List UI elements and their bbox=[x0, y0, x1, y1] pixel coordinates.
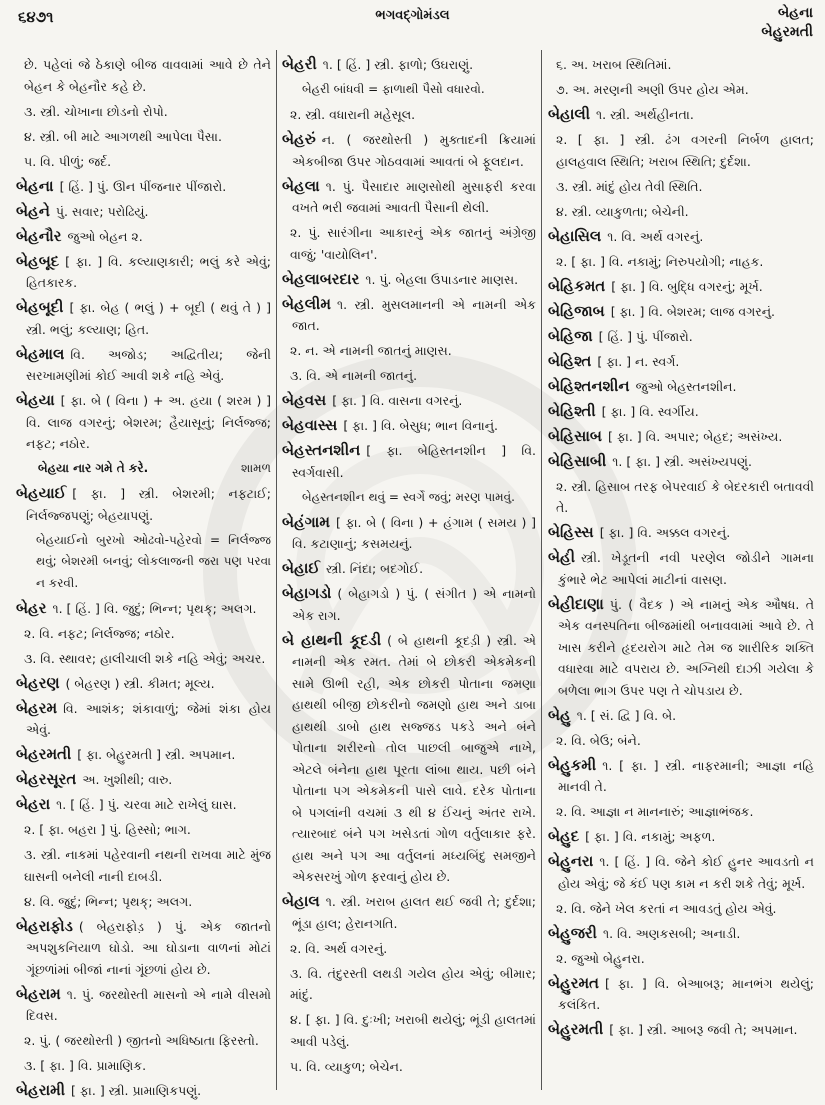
definition: ૧. સ્ત્રી. ખરાબ હાલત થઈ જવી તે; દુર્દશા; ભૂંડા હાલ; હેરાનગતિ. bbox=[292, 894, 536, 931]
entry bbox=[282, 390, 536, 412]
entry bbox=[16, 297, 271, 340]
column-divider bbox=[276, 50, 277, 1090]
entry bbox=[16, 176, 271, 198]
sense: ૨. જુઓ બેહુનરા. bbox=[556, 950, 645, 966]
entry bbox=[16, 984, 271, 1027]
definition: ૧. પું. પૈસાદાર માણસોથી મુસાફરી કરવા વખતે ભરી જવામાં આવતી પૈસાની થેલી. bbox=[292, 178, 536, 215]
entry bbox=[282, 176, 536, 219]
definition: [ ફા. ] વિ. નકામું; અફળ. bbox=[585, 829, 716, 844]
definition: ૧. [ હિં. ] પું. ચરવા માટે રાખેલું ઘાસ. bbox=[56, 797, 237, 812]
definition: [ ફા. ] સ્ત્રી. આબરૂ જવી તે; અપમાન. bbox=[609, 1022, 798, 1037]
entry bbox=[548, 351, 814, 373]
guide-words bbox=[761, 4, 813, 42]
sense: ૨. પું. ( જરથોસ્તી ) જીતનો અધિષ્ઠાતા ફિરસ્તો. bbox=[24, 1033, 259, 1048]
usage-example: બેહરી બાંધવી = ફાળાથી પૈસો વધારવો. bbox=[302, 82, 485, 96]
definition: ૧. [ હિં. ] સ્ત્રી. ફાળો; ઉઘરાણું. bbox=[322, 57, 474, 72]
sense: ૩. સ્ત્રી. નાકમાં પહેરવાની નથની રાખવા માટે મુંજ ઘાસની બનેલી નાની દાબડી. bbox=[24, 847, 271, 884]
entry bbox=[282, 891, 536, 934]
headword: બેહી bbox=[548, 548, 576, 566]
entry bbox=[16, 916, 271, 981]
entry bbox=[548, 376, 814, 398]
entry bbox=[282, 415, 536, 437]
quotation bbox=[16, 458, 271, 480]
definition: [ ફા. ] ન. સ્વર્ગ. bbox=[597, 353, 680, 369]
entry bbox=[16, 390, 271, 455]
entry bbox=[282, 512, 536, 555]
definition: [ ફા. ] વિ. અપાર; બેહદ; અસંખ્ય. bbox=[607, 428, 783, 444]
headword: બે હાથની કૂદડી bbox=[282, 630, 382, 649]
headword: બેહરી bbox=[282, 55, 317, 73]
definition: [ ફા. ] સ્ત્રી. બેશરમી; નફટાઈ; નિર્લજ્જપણું; બેહયાપણું. bbox=[26, 486, 271, 523]
entry bbox=[548, 851, 814, 894]
sense: ૨. [ ફા. ] સ્ત્રી. ઢંગ વગરની નિર્બળ હાલત; હાલહવાલ સ્થિતિ; ખરાબ સ્થિતિ; દુર્દશા. bbox=[556, 132, 814, 169]
definition: ૧. [ ફા. ] સ્ત્રી. નાફરમાની; આજ્ઞા નહિ માનવી તે. bbox=[558, 757, 814, 794]
definition: [ ફા. બેહિસ્તનશીન ] વિ. સ્વર્ગવાસી. bbox=[292, 443, 536, 480]
quote-attribution: શામળ bbox=[240, 461, 271, 475]
definition: [ ફા. બે ( વિના ) + હંગામ ( સમય ) ] વિ. કટાણાનું; કસમયનું. bbox=[292, 514, 536, 551]
headword: બેહરમ bbox=[16, 698, 58, 717]
sense: ૨. સ્ત્રી. વધારાની મહેસૂલ. bbox=[290, 107, 416, 122]
headword: બેહયાઈ bbox=[16, 484, 67, 502]
headword: બેહયા bbox=[16, 391, 55, 409]
sense: ૨. સ્ત્રી. હિસાબ તરફ બેપરવાઈ કે બેદરકારી બતાવવી તે. bbox=[556, 478, 814, 515]
guide-word-first: બેહના bbox=[777, 5, 813, 21]
sense: ૬. અ. ખરાબ સ્થિતિમાં. bbox=[556, 57, 672, 72]
headword: બેહના bbox=[16, 176, 54, 195]
definition: ૧. [ ફા. ] સ્ત્રી. અસંખ્યપણું. bbox=[612, 453, 752, 469]
definition: [ ફા. ] સ્ત્રી. પ્રામાણિકપણું. bbox=[71, 1083, 202, 1098]
entry bbox=[282, 294, 536, 337]
definition: ( બેહરણ ) સ્ત્રી. કીમત; મૂલ્ય. bbox=[65, 675, 215, 691]
sense: ૨. પું. સારંગીના આકારનું એક જાતનું અંગ્રેજી વાજું; 'વાયોલિન'. bbox=[290, 225, 536, 262]
headword: બેહિશ્તનશીન bbox=[548, 376, 630, 395]
definition: ૧. [ હિં. ] વિ. જેને કોઈ હુનર આવડતો ન હોય એવું; જે કંઈ પણ કામ ન કરી શકે તેવું; મૂર્ખ. bbox=[558, 854, 814, 891]
entry bbox=[16, 598, 271, 620]
entry bbox=[16, 1080, 271, 1102]
definition: ( બે હાથની કૂદડ઼ી ) સ્ત્રી. એ નામની એક રમત. તેમાં બે છોકરી એકમેકની સામે ઊભી રહી, એક છોકરી પોતાના જમણા હાથથી બીજી છોકરીનો જમણો હાથ અને ડાબા હાથથી ડાબો હાથ સજ્જડ પકડે અને બંને પોતાના શરીરનો તોલ પાછલી બાજુએ નાખે, એટલે બંનેના હાથ પૂરતા લાંબા થાય. પછી બંને પોતાના પગ એકમેકની પાસે લાવે. દરેક પોતાના બે પગલાંની વચમાં ૩ થી ૪ ઈંચનું અંતર રાખે. ત્યારબાદ બંને પગ ખસેડતાં ગોળ વર્તુલાકાર ફરે. હાથ અને પગ આ વર્તુલનાં મધ્યબિંદુ સમજીને એકસરખું ગોળ ફરવાનું હોય છે. bbox=[292, 632, 536, 884]
page-number: ૬૪૭૧ bbox=[18, 8, 54, 26]
sense: ૩. સ્ત્રી. માંદું હોય તેવી સ્થિતિ. bbox=[556, 178, 703, 194]
entry bbox=[548, 426, 814, 448]
headword: બેહને bbox=[16, 201, 50, 220]
usage-example: બેહયાઈનો બુરખો ઓઢવો-પહેરવો = નિર્લજ્જ થવું; બેશરમી બનવું; લોકલાજની જરા પણ પરવા ન કરવી. bbox=[36, 532, 271, 590]
headword: બેહલીમ bbox=[282, 294, 331, 313]
definition: [ ફા. બેહુરમતી ] સ્ત્રી. અપમાન. bbox=[77, 747, 236, 762]
definition: ૧. સ્ત્રી. અર્થહીનતા. bbox=[596, 107, 694, 122]
entry bbox=[548, 1019, 814, 1041]
entry bbox=[548, 301, 814, 323]
entry bbox=[282, 440, 536, 483]
headword: બેહાલી bbox=[548, 105, 591, 123]
headword: બેહુરમતી bbox=[548, 1020, 604, 1038]
continuation-text: છે. પહેલાં જે ઠેકાણે બીજ વાવવામાં આવે છે તેને બેહન કે બેહનૌર કહે છે. bbox=[24, 57, 271, 94]
headword: બેહરામ bbox=[16, 984, 61, 1003]
entry bbox=[16, 673, 271, 695]
sense: ૨. [ ફા. ] વિ. નકામું; નિરુપયોગી; નાહક. bbox=[556, 253, 764, 269]
running-title: ભગવદ્ગોમંડલ bbox=[375, 8, 450, 23]
definition: ( બેહાગડો ) પું. ( સંગીત ) એ નામનો એક રાગ. bbox=[292, 586, 536, 623]
headword: બેહિશ્ત bbox=[548, 351, 592, 370]
headword: બેહાસિલ bbox=[548, 226, 602, 245]
headword: બેહરામી bbox=[16, 1081, 66, 1099]
definition: ૧. પું. બેહલા ઉપાડનાર માણસ. bbox=[365, 271, 519, 287]
entry bbox=[548, 973, 814, 1016]
sense: ૭. અ. મરણની અણી ઉપર હોય એમ. bbox=[556, 82, 749, 97]
headword: બેહિકમત bbox=[548, 276, 606, 295]
entry bbox=[16, 251, 271, 294]
entry bbox=[548, 594, 814, 702]
sense: ૫. વિ. પીળું; જર્દ. bbox=[24, 153, 112, 169]
definition: વિ. આશંક; શંકાવાળું; જેમાં શંકા હોય એવું. bbox=[26, 700, 271, 737]
entry bbox=[16, 483, 271, 526]
headword: બેહવસ bbox=[282, 391, 327, 409]
definition: [ ફા. ] વિ. અક્કલ વગરનું. bbox=[599, 525, 731, 540]
headword: બેહુજરી bbox=[548, 923, 597, 942]
definition: [ ફા. ] વિ. બેશરમ; લાજ વગરનું. bbox=[610, 303, 776, 319]
headword: બેહરાફોડ bbox=[16, 916, 73, 935]
entry bbox=[16, 201, 271, 223]
headword: બેહુ bbox=[548, 705, 571, 724]
definition: ૧. પું. જરથોસ્તી માસનો એ નામે વીસમો દિવસ. bbox=[26, 986, 271, 1023]
definition: ૧. સ્ત્રી. મુસલમાનની એ નામની એક જાત. bbox=[292, 296, 536, 333]
headword: બેહલાબરદાર bbox=[282, 269, 360, 288]
headword: બેહરું bbox=[282, 130, 316, 148]
entry bbox=[282, 269, 536, 291]
entry bbox=[16, 744, 271, 766]
headword: બેહલા bbox=[282, 176, 320, 195]
sense: ૩. વિ. તંદુરસ્તી લથડી ગયેલ હોય એવું; બીમાર; માંદું. bbox=[290, 965, 536, 1002]
headword: બેહર bbox=[16, 598, 47, 617]
headword: બેહબૂદ bbox=[16, 251, 60, 270]
headword: બેહબૂદી bbox=[16, 298, 64, 316]
page-header bbox=[0, 0, 825, 50]
sense: ૨. ન. એ નામની જાતનું માણસ. bbox=[290, 343, 452, 358]
entry bbox=[16, 344, 271, 387]
entry bbox=[548, 755, 814, 798]
entry bbox=[548, 226, 814, 248]
column-1 bbox=[16, 54, 271, 1105]
entry bbox=[16, 794, 271, 816]
headword: બેહવાસ્સ bbox=[282, 416, 338, 434]
headword: બેહુનરા bbox=[548, 852, 594, 870]
entry bbox=[548, 276, 814, 298]
definition: [ ફા. ] વિ. બેઆબરૂ; માનભંગ થયેલું; કલંકિત. bbox=[558, 975, 814, 1012]
definition: પું. સવાર; પરોઢિયું. bbox=[55, 203, 149, 219]
entry bbox=[16, 769, 271, 791]
headword: બેહરણ bbox=[16, 673, 60, 692]
headword: બેહંગામ bbox=[282, 512, 330, 531]
definition: અ. ખુશીથી; વારુ. bbox=[82, 772, 173, 787]
headword: બેહુરમત bbox=[548, 973, 600, 992]
sense: ૪. સ્ત્રી. વ્યાકુળતા; બેચેની. bbox=[556, 203, 689, 219]
headword: બેહરસૂરત bbox=[16, 770, 77, 788]
definition: [ ફા. ] વિ. વાસના વગરનું. bbox=[332, 393, 463, 408]
headword: બેહમાલ bbox=[16, 344, 65, 363]
headword: બેહિશ્તી bbox=[548, 401, 596, 420]
sense: ૫. વિ. વ્યાકુળ; બેચેન. bbox=[290, 1058, 403, 1074]
headword: બેહસ્તનશીન bbox=[282, 441, 361, 459]
headword: બેહરમતી bbox=[16, 745, 72, 763]
definition: [ ફા. ] વિ. સ્વર્ગીય. bbox=[601, 403, 699, 419]
headword: બેહાલ bbox=[282, 892, 320, 910]
entry bbox=[548, 705, 814, 727]
sense: ૩. સ્ત્રી. ચોખાના છોડનો રોપો. bbox=[24, 103, 168, 119]
sense: ૪. સ્ત્રી. બી માટે આગળથી આપેલા પૈસા. bbox=[24, 128, 222, 144]
entry bbox=[282, 129, 536, 172]
entry bbox=[548, 326, 814, 348]
entry bbox=[282, 583, 536, 626]
definition: ૧. [ સં. દ્વિ ] વિ. બે. bbox=[576, 707, 677, 723]
headword: બેહિજાબ bbox=[548, 301, 605, 320]
entry bbox=[16, 698, 271, 741]
entry bbox=[282, 630, 536, 888]
column-divider bbox=[541, 50, 542, 1090]
entry bbox=[548, 451, 814, 473]
headword: બેહાઈ bbox=[282, 559, 320, 577]
definition: ( બેહરાફોડ઼ ) પું. એક જાતનો અપશુકનિયાળ ઘોડો. આ ઘોડાના વાળનાં મોટાં ગૂંછળાંમાં બીજાં નાનાં ગૂંછળાં હોય છે. bbox=[26, 918, 271, 977]
definition: ૧. વિ. અણકસબી; અનાડી. bbox=[602, 925, 741, 941]
entry bbox=[548, 923, 814, 945]
headword: બેહાગડો bbox=[282, 584, 332, 602]
headword: બેહરા bbox=[16, 795, 51, 813]
entry bbox=[548, 522, 814, 544]
definition: [ ફા. ] વિ. બેસુધ; ભાન વિનાનું. bbox=[343, 418, 498, 433]
entry bbox=[548, 826, 814, 848]
sense: ૪. [ ફા. ] વિ. દુઃખી; ખરાબી થયેલું; ભૂંડી હાલતમાં આવી પડેલું. bbox=[290, 1012, 536, 1049]
definition: [ ફા. ] વિ. કલ્યાણકારી; ભલું કરે એવું; હિતકારક. bbox=[26, 253, 271, 290]
entry bbox=[548, 104, 814, 126]
headword: બેહિસ્સ bbox=[548, 523, 594, 541]
headword: બેહીદાણા bbox=[548, 594, 604, 613]
definition: [ હિં. ] પું. ઊન પીંજનાર પીંજારો. bbox=[59, 178, 227, 194]
definition: વિ. અજોડ; અદ્વિતીય; જેની સરખામણીમાં કોઈ આવી શકે નહિ એવું. bbox=[26, 346, 271, 383]
column-3 bbox=[548, 54, 814, 1044]
entry bbox=[282, 54, 536, 76]
definition: પું. ( વૈદક ) એ નામનું એક ઔષધ. તે એક વનસ્પતિના બીજમાંથી બનાવવામાં આવે છે. તે ખાસ કરીને હૃદયરોગ માટે તેમ જ શારીરિક શક્તિ વધારવા માટે વપરાય છે. અગ્નિથી દાઝી ગયેલા કે બળેલા ભાગ ઉપર પણ તે ચોપડાય છે. bbox=[558, 596, 814, 698]
definition: સ્ત્રી. નિંદા; બદગોઈ. bbox=[325, 561, 424, 576]
sense: ૩. વિ. સ્થાવર; હાલીચાલી શકે નહિ એવું; અચર. bbox=[24, 650, 266, 666]
definition: સ્ત્રી. ખેડૂતની નવી પરણેલ જોડીને ગામના કુંભારે ભેટ આપેલાં માટીનાં વાસણ. bbox=[558, 550, 814, 587]
sense: ૩. વિ. એ નામની જાતનું. bbox=[290, 368, 418, 383]
definition: ૧. વિ. અર્થ વગરનું. bbox=[607, 228, 704, 244]
definition: જુઓ બેહસ્તનશીન. bbox=[635, 378, 737, 394]
sense: ૨. વિ. અર્થ વગરનું. bbox=[290, 940, 388, 956]
definition: જુઓ બેહન ૨. bbox=[67, 228, 143, 244]
headword: બેહનૌર bbox=[16, 226, 62, 245]
headword: બેહુદ bbox=[548, 827, 580, 845]
definition: ન. ( જરથોસ્તી ) મુક્તાદની ક્રિયામાં એકબીજા ઉપર ગોઠવવામાં આવતાં બે ફૂલદાન. bbox=[292, 132, 536, 169]
definition: [ ફા. બેહ ( ભલું ) + બૂદી ( થવું તે ) ] સ્ત્રી. ભલું; કલ્યાણ; હિત. bbox=[26, 300, 271, 337]
definition: [ ફા. બે ( વિના ) + અ. હયા ( શરમ ) ] વિ. લાજ વગરનું; બેશરમ; હૈયાસૂનું; નિર્લજ્જ; નફટ; નઠોર. bbox=[26, 393, 271, 451]
definition: [ હિં. ] પું. પીંજારો. bbox=[598, 328, 693, 344]
usage-example: બેહસ્તનશીન થવું = સ્વર્ગે જવું; મરણ પામવું. bbox=[302, 489, 515, 504]
headword: બેહિજા bbox=[548, 326, 593, 345]
entry bbox=[282, 558, 536, 580]
sense: ૨. વિ. નફટ; નિર્લજ્જ; નઠોર. bbox=[24, 625, 175, 641]
headword: બેહિસાબ bbox=[548, 426, 602, 445]
sense: ૩. [ ફા. ] વિ. પ્રામાણિક. bbox=[24, 1058, 147, 1073]
entry bbox=[548, 401, 814, 423]
quote-text: બેહયા નાર ગમે તે કરે. bbox=[38, 461, 149, 475]
headword: બેહિસાબી bbox=[548, 451, 607, 470]
headword: બેહુકમી bbox=[548, 755, 597, 774]
column-2 bbox=[282, 54, 536, 1081]
sense: ૨. [ ફા. બહરા ] પું. હિસ્સો; ભાગ. bbox=[24, 822, 191, 837]
sense: ૨. વિ. બેઉ; બંને. bbox=[556, 732, 641, 748]
entry bbox=[548, 547, 814, 590]
sense: ૨. વિ. આજ્ઞા ન માનનારું; આજ્ઞાભંજક. bbox=[556, 804, 754, 819]
guide-word-last: બેહુરમતી bbox=[761, 24, 813, 40]
definition: [ ફા. ] વિ. બુદ્ધિ વગરનું; મૂર્ખ. bbox=[611, 278, 763, 294]
definition: ૧. [ હિં. ] વિ. જુદું; ભિન્ન; પૃથક્; અલગ. bbox=[52, 600, 257, 616]
entry bbox=[16, 226, 271, 248]
sense: ૪. વિ. જુદું; ભિન્ન; પૃથક્; અલગ. bbox=[24, 893, 193, 909]
sense: ૨. વિ. જેને ખેલ કરતાં ન આવડતું હોય એવું. bbox=[556, 900, 777, 916]
